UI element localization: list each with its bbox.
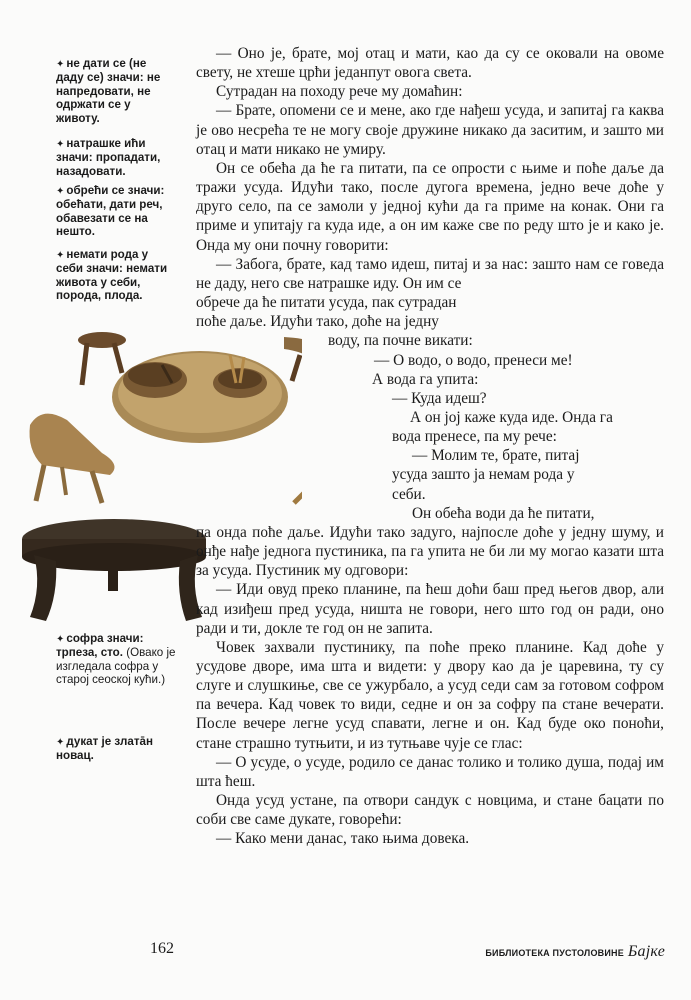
glossary-note-1 [56, 57, 176, 125]
bullet-icon: ✦ [56, 737, 65, 748]
bullet-icon: ✦ [56, 634, 65, 645]
glossary-term: немати рода у себи [56, 248, 149, 276]
paragraph: Он се обећа да ће га питати, па се опрости с њиме и поће даље да тражи усуда. Идући тако, после дугога времена, једно вече доће у друго село, па се замоли у једној кући да га приме на конак. Они га приме и упитају га куда иде, а он им каже све по реду што је и како је. Онда му они почну говорити: [196, 159, 664, 254]
glossary-definition: значи: трпеза, сто. [56, 632, 144, 660]
series-name: БИБЛИОТЕКА ПУСТОЛОВИНЕ [485, 948, 624, 958]
glossary-definition: је злата̄н новац. [56, 735, 153, 763]
glossary-definition: значи: не напредовати, не одржати се у животу. [56, 71, 161, 125]
glossary-note-5 [56, 632, 176, 687]
glossary-note-2 [56, 137, 176, 178]
paragraph: — Брате, опомени се и мене, ако где нађеш усуда, и запитај га каква је ово несрећа те не могу своје дружине никако да заситим, и зашто ми отац и мати никако не умиру. [196, 102, 664, 158]
bullet-icon: ✦ [56, 59, 65, 70]
glossary-caption: (Овако је изгледала софра у старој сеоској кући.) [56, 646, 176, 687]
glossary-note-4 [56, 248, 176, 303]
paragraph: па онда поће даље. Идући тако задуго, најпосле доће у једну шуму, и онђе нађе једнога пустиника, па га упита не би ли му могао казати шта за усуда. Пустиник му одговори: [196, 523, 664, 580]
paragraph: — Оно је, брате, мој отац и мати, као да су се оковали на овоме свету, не хтеше црћи једанпут овога света. [196, 45, 664, 82]
paragraph: Човек захвали пустинику, па поће преко планине. Кад доће у усудове дворе, има шта и видети: у двору као да је царевина, ту су слуге и слушкиње, све се ужурбало, а усуд седи сам за готовом софром па вечера. Кад човек то види, седне и он за софру па стане вечерати. После вечере легне усуд спавати, легне и он. Кад буде око поноћи, стане страшно тутњити, и из тутњаве чује се глас: [196, 638, 664, 752]
bullet-icon: ✦ [56, 250, 65, 261]
glossary-note-6 [56, 735, 176, 763]
glossary-definition: значи: обећати, дати реч, обавезати се на нешто. [56, 184, 165, 239]
paragraph: Онда усуд устане, па отвори сандук с новцима, и стане бацати по соби све саме дукате, говорећи: [196, 792, 664, 829]
glossary-term: не дати се (не даду се) [56, 57, 147, 85]
glossary-definition: значи: пропадати, назадовати. [56, 151, 161, 178]
story-text [196, 44, 664, 849]
series-brand: Бајке [627, 943, 665, 960]
paragraph: Сутрадан на походу рече му домаћин: [216, 83, 463, 101]
paragraph: — Забога, брате, кад тамо идеш, питај и за нас: зашто нам се говеда не даду, него све натрашке иду. Он им се [196, 255, 664, 292]
paragraph: поће даље. Идући тако, доће на једну [196, 313, 439, 331]
paragraph: — О усуде, о усуде, родило се данас толико и толико душа, подај им шта ћеш. [196, 753, 664, 790]
paragraph: — Молим те, брате, питај [412, 447, 580, 465]
paragraph: А он јој каже куда иде. Онда га [410, 408, 613, 426]
paragraph: усуда зашто ја немам рода у [392, 466, 575, 484]
paragraph: — О водо, о водо, пренеси ме! [374, 351, 573, 369]
glossary-term: обрећи се [66, 184, 125, 197]
paragraph: — Иди овуд преко планине, па ћеш доћи баш пред његов двор, али кад изиђеш пред усуда, ништа не говори, него што год он ради, оно ради и ти, докле те год он не запита. [196, 581, 664, 637]
paragraph: Он обећа води да ће питати, [412, 504, 595, 522]
paragraph: — Како мени данас, тако њима довека. [216, 830, 470, 848]
glossary-definition: значи: немати живота у себи, порода, плода. [56, 262, 168, 303]
paragraph: воду, па почне викати: [328, 332, 473, 350]
bullet-icon: ✦ [56, 186, 65, 197]
paragraph: — Куда идеш? [392, 389, 487, 407]
bullet-icon: ✦ [56, 139, 65, 150]
series-footer [485, 943, 665, 961]
paragraph: вода пренесе, па му рече: [392, 428, 557, 446]
paragraph: А вода га упита: [372, 370, 479, 388]
paragraph: себи. [392, 485, 426, 503]
glossary-term: софра [66, 632, 104, 645]
paragraph: обрече да ће питати усуда, пак сутрадан [196, 294, 457, 312]
glossary-term: натрашке ићи [66, 137, 146, 150]
glossary-term: дукат [66, 735, 99, 748]
glossary-note-3 [56, 184, 176, 239]
page-number: 162 [150, 940, 174, 957]
